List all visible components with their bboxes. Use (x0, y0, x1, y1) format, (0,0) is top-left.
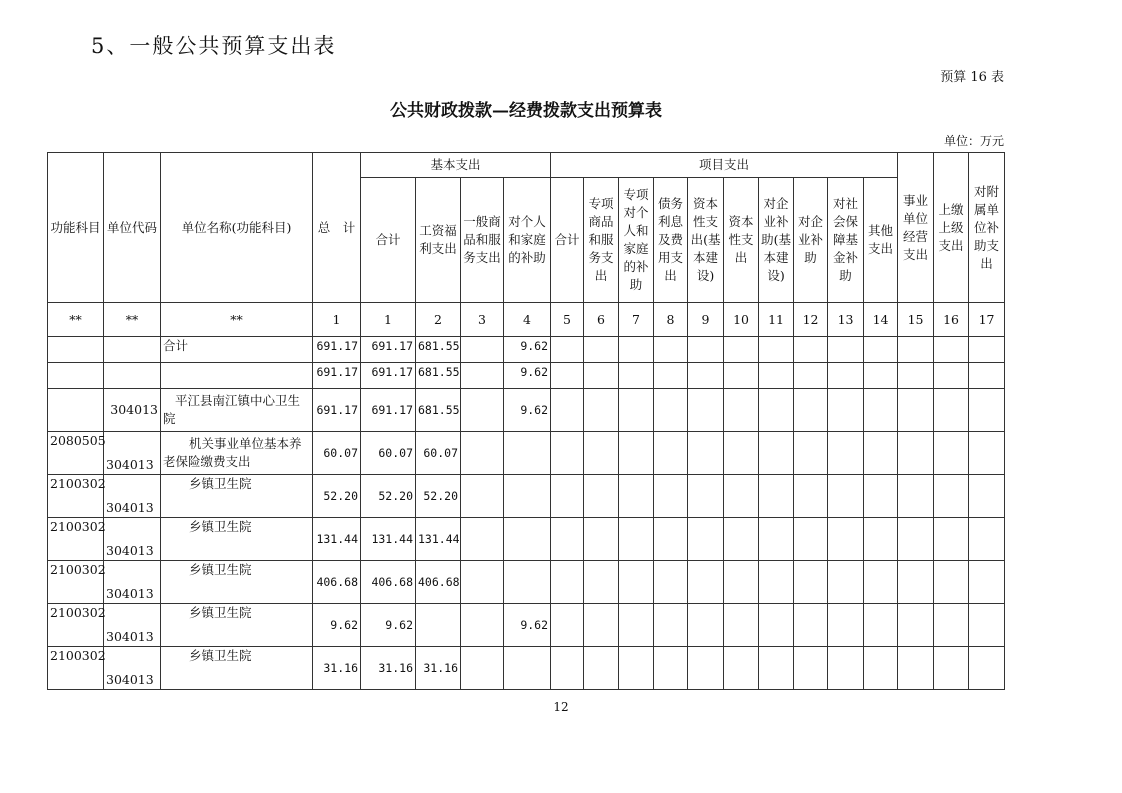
empty-cell (584, 518, 619, 561)
empty-cell (759, 363, 794, 389)
empty-cell (688, 389, 724, 432)
empty-cell (619, 337, 654, 363)
basic-total-cell: 31.16 (361, 647, 416, 690)
col-number: 10 (724, 303, 759, 337)
empty-cell (864, 561, 898, 604)
col-number: ** (48, 303, 104, 337)
col-number: 6 (584, 303, 619, 337)
group-header-project: 项目支出 (551, 153, 898, 178)
empty-cell (828, 647, 864, 690)
func-code-cell (48, 389, 104, 432)
col-number: 4 (504, 303, 551, 337)
empty-cell (864, 337, 898, 363)
empty-cell (898, 604, 934, 647)
empty-cell (759, 432, 794, 475)
col-header-proj-social: 对社会保障基金补助 (828, 178, 864, 303)
empty-cell (934, 518, 969, 561)
unit-label: 单位：万元 (943, 134, 1004, 148)
empty-cell (724, 475, 759, 518)
basic-personal-cell: 9.62 (504, 389, 551, 432)
basic-total-cell: 9.62 (361, 604, 416, 647)
col-header-proj-enterprise-build: 对企业补助(基本建设) (759, 178, 794, 303)
empty-cell (934, 337, 969, 363)
col-number: 5 (551, 303, 584, 337)
basic-wages-cell: 131.44 (416, 518, 461, 561)
col-header-total: 总 计 (313, 153, 361, 303)
empty-cell (828, 518, 864, 561)
empty-cell (688, 363, 724, 389)
col-header-basic-goods: 一般商品和服务支出 (461, 178, 504, 303)
empty-cell (619, 518, 654, 561)
unit-code-cell (104, 363, 161, 389)
form-number: 预算 16 表 (940, 70, 1004, 85)
empty-cell (934, 432, 969, 475)
empty-cell (688, 647, 724, 690)
total-cell: 406.68 (313, 561, 361, 604)
empty-cell (898, 475, 934, 518)
unit-name-cell: 乡镇卫生院 (161, 604, 313, 647)
col-header-basic-personal: 对个人和家庭的补助 (504, 178, 551, 303)
empty-cell (551, 561, 584, 604)
empty-cell (794, 647, 828, 690)
empty-cell (584, 604, 619, 647)
col-number: 17 (969, 303, 1005, 337)
basic-wages-cell: 681.55 (416, 363, 461, 389)
basic-total-cell: 406.68 (361, 561, 416, 604)
empty-cell (688, 561, 724, 604)
col-number: 14 (864, 303, 898, 337)
table-title: 公共财政拨款—经费拨款支出预算表 (390, 101, 662, 121)
unit-code-cell: 304013 (104, 475, 161, 518)
empty-cell (654, 518, 688, 561)
col-header-proj-goods: 专项商品和服务支出 (584, 178, 619, 303)
col-header-basic-wages: 工资福利支出 (416, 178, 461, 303)
basic-personal-cell (504, 432, 551, 475)
empty-cell (864, 432, 898, 475)
empty-cell (654, 475, 688, 518)
empty-cell (724, 518, 759, 561)
col-number: 1 (361, 303, 416, 337)
unit-code-cell: 304013 (104, 389, 161, 432)
empty-cell (898, 363, 934, 389)
empty-cell (759, 518, 794, 561)
empty-cell (864, 647, 898, 690)
empty-cell (724, 337, 759, 363)
col-number: 3 (461, 303, 504, 337)
basic-wages-cell: 31.16 (416, 647, 461, 690)
basic-total-cell: 131.44 (361, 518, 416, 561)
table-row (48, 475, 1005, 518)
empty-cell (654, 389, 688, 432)
table-row (48, 604, 1005, 647)
empty-cell (551, 475, 584, 518)
empty-cell (759, 561, 794, 604)
section-title: 5、一般公共预算支出表 (91, 34, 337, 58)
table-row (48, 363, 1005, 389)
empty-cell (898, 647, 934, 690)
empty-cell (794, 518, 828, 561)
basic-goods-cell (461, 518, 504, 561)
budget-table (47, 152, 1005, 690)
table-row (48, 647, 1005, 690)
empty-cell (724, 432, 759, 475)
total-cell: 9.62 (313, 604, 361, 647)
empty-cell (759, 647, 794, 690)
basic-wages-cell: 681.55 (416, 389, 461, 432)
table-row (48, 518, 1005, 561)
col-header-unit-name: 单位名称(功能科目) (161, 153, 313, 303)
basic-goods-cell (461, 389, 504, 432)
unit-name-cell (161, 363, 313, 389)
empty-cell (794, 432, 828, 475)
empty-cell (688, 337, 724, 363)
col-header-proj-total: 合计 (551, 178, 584, 303)
empty-cell (724, 389, 759, 432)
empty-cell (619, 363, 654, 389)
empty-cell (619, 561, 654, 604)
empty-cell (619, 475, 654, 518)
empty-cell (551, 432, 584, 475)
basic-goods-cell (461, 363, 504, 389)
unit-name-cell: 机关事业单位基本养老保险缴费支出 (161, 432, 313, 475)
unit-name-cell: 平江县南江镇中心卫生院 (161, 389, 313, 432)
empty-cell (724, 647, 759, 690)
unit-name-cell: 乡镇卫生院 (161, 561, 313, 604)
total-cell: 691.17 (313, 363, 361, 389)
func-code-cell (48, 337, 104, 363)
empty-cell (864, 475, 898, 518)
empty-cell (654, 561, 688, 604)
empty-cell (898, 432, 934, 475)
col-header-proj-capital-build: 资本性支出(基本建设) (688, 178, 724, 303)
page-number: 12 (553, 700, 569, 714)
col-number: 2 (416, 303, 461, 337)
basic-goods-cell (461, 337, 504, 363)
empty-cell (794, 561, 828, 604)
empty-cell (828, 561, 864, 604)
unit-code-cell: 304013 (104, 518, 161, 561)
empty-cell (934, 647, 969, 690)
empty-cell (654, 432, 688, 475)
table-row (48, 432, 1005, 475)
col-number: 8 (654, 303, 688, 337)
col-number: 9 (688, 303, 724, 337)
total-cell: 31.16 (313, 647, 361, 690)
table-row (48, 389, 1005, 432)
empty-cell (551, 647, 584, 690)
empty-cell (688, 432, 724, 475)
total-cell: 52.20 (313, 475, 361, 518)
empty-cell (619, 647, 654, 690)
unit-name-cell: 乡镇卫生院 (161, 475, 313, 518)
total-cell: 60.07 (313, 432, 361, 475)
empty-cell (551, 604, 584, 647)
empty-cell (864, 363, 898, 389)
unit-name-cell: 乡镇卫生院 (161, 647, 313, 690)
table-row (48, 561, 1005, 604)
empty-cell (969, 604, 1005, 647)
empty-cell (584, 337, 619, 363)
col-number: 13 (828, 303, 864, 337)
empty-cell (828, 475, 864, 518)
empty-cell (759, 604, 794, 647)
empty-cell (969, 432, 1005, 475)
empty-cell (828, 363, 864, 389)
basic-wages-cell: 681.55 (416, 337, 461, 363)
empty-cell (864, 518, 898, 561)
func-code-cell: 2100302 (48, 647, 104, 690)
col-number: 15 (898, 303, 934, 337)
basic-total-cell: 691.17 (361, 363, 416, 389)
empty-cell (969, 337, 1005, 363)
col-number: ** (104, 303, 161, 337)
basic-total-cell: 52.20 (361, 475, 416, 518)
empty-cell (969, 363, 1005, 389)
col-header-upper-remit: 上缴上级支出 (934, 153, 969, 303)
empty-cell (584, 363, 619, 389)
basic-personal-cell (504, 561, 551, 604)
empty-cell (584, 561, 619, 604)
empty-cell (584, 647, 619, 690)
col-header-func-code: 功能科目 (48, 153, 104, 303)
basic-total-cell: 60.07 (361, 432, 416, 475)
basic-total-cell: 691.17 (361, 337, 416, 363)
empty-cell (794, 389, 828, 432)
func-code-cell: 2100302 (48, 518, 104, 561)
col-header-enterprise-ops: 事业单位经营支出 (898, 153, 934, 303)
empty-cell (619, 432, 654, 475)
empty-cell (688, 475, 724, 518)
total-cell: 691.17 (313, 389, 361, 432)
empty-cell (794, 604, 828, 647)
basic-goods-cell (461, 604, 504, 647)
basic-wages-cell: 406.68 (416, 561, 461, 604)
empty-cell (934, 389, 969, 432)
basic-personal-cell: 9.62 (504, 363, 551, 389)
empty-cell (934, 475, 969, 518)
unit-code-cell (104, 337, 161, 363)
empty-cell (724, 604, 759, 647)
empty-cell (584, 475, 619, 518)
empty-cell (759, 389, 794, 432)
col-number: 12 (794, 303, 828, 337)
empty-cell (828, 389, 864, 432)
basic-wages-cell (416, 604, 461, 647)
unit-name-cell: 乡镇卫生院 (161, 518, 313, 561)
empty-cell (759, 475, 794, 518)
col-header-affiliate: 对附属单位补助支出 (969, 153, 1005, 303)
empty-cell (969, 389, 1005, 432)
col-number: ** (161, 303, 313, 337)
empty-cell (864, 389, 898, 432)
total-cell: 131.44 (313, 518, 361, 561)
basic-goods-cell (461, 475, 504, 518)
empty-cell (969, 475, 1005, 518)
unit-code-cell: 304013 (104, 647, 161, 690)
empty-cell (794, 363, 828, 389)
empty-cell (654, 363, 688, 389)
basic-personal-cell (504, 647, 551, 690)
basic-goods-cell (461, 561, 504, 604)
col-header-proj-capital: 资本性支出 (724, 178, 759, 303)
empty-cell (654, 647, 688, 690)
func-code-cell: 2100302 (48, 604, 104, 647)
func-code-cell: 2080505 (48, 432, 104, 475)
empty-cell (724, 561, 759, 604)
empty-cell (654, 337, 688, 363)
empty-cell (969, 561, 1005, 604)
basic-total-cell: 691.17 (361, 389, 416, 432)
empty-cell (794, 475, 828, 518)
empty-cell (898, 518, 934, 561)
group-header-basic: 基本支出 (361, 153, 551, 178)
empty-cell (794, 337, 828, 363)
col-header-proj-debt: 债务利息及费用支出 (654, 178, 688, 303)
unit-name-cell: 合计 (161, 337, 313, 363)
func-code-cell: 2100302 (48, 561, 104, 604)
empty-cell (828, 432, 864, 475)
basic-personal-cell (504, 518, 551, 561)
empty-cell (864, 604, 898, 647)
empty-cell (584, 389, 619, 432)
col-number: 16 (934, 303, 969, 337)
empty-cell (898, 337, 934, 363)
empty-cell (584, 432, 619, 475)
func-code-cell (48, 363, 104, 389)
unit-code-cell: 304013 (104, 604, 161, 647)
empty-cell (898, 561, 934, 604)
empty-cell (724, 363, 759, 389)
basic-wages-cell: 52.20 (416, 475, 461, 518)
empty-cell (969, 647, 1005, 690)
func-code-cell: 2100302 (48, 475, 104, 518)
basic-personal-cell: 9.62 (504, 337, 551, 363)
empty-cell (934, 363, 969, 389)
basic-goods-cell (461, 432, 504, 475)
empty-cell (551, 389, 584, 432)
empty-cell (619, 389, 654, 432)
unit-code-cell: 304013 (104, 561, 161, 604)
empty-cell (828, 337, 864, 363)
col-number: 7 (619, 303, 654, 337)
basic-wages-cell: 60.07 (416, 432, 461, 475)
table-row (48, 337, 1005, 363)
col-header-proj-personal: 专项对个人和家庭的补助 (619, 178, 654, 303)
unit-code-cell: 304013 (104, 432, 161, 475)
total-cell: 691.17 (313, 337, 361, 363)
col-number: 11 (759, 303, 794, 337)
empty-cell (654, 604, 688, 647)
empty-cell (759, 337, 794, 363)
empty-cell (688, 518, 724, 561)
col-header-unit-code: 单位代码 (104, 153, 161, 303)
basic-goods-cell (461, 647, 504, 690)
basic-personal-cell (504, 475, 551, 518)
col-number: 1 (313, 303, 361, 337)
empty-cell (934, 604, 969, 647)
empty-cell (934, 561, 969, 604)
basic-personal-cell: 9.62 (504, 604, 551, 647)
empty-cell (551, 518, 584, 561)
empty-cell (551, 363, 584, 389)
empty-cell (619, 604, 654, 647)
empty-cell (898, 389, 934, 432)
empty-cell (688, 604, 724, 647)
empty-cell (828, 604, 864, 647)
col-header-basic-total: 合计 (361, 178, 416, 303)
col-header-proj-other: 其他支出 (864, 178, 898, 303)
col-header-proj-enterprise: 对企业补助 (794, 178, 828, 303)
empty-cell (551, 337, 584, 363)
empty-cell (969, 518, 1005, 561)
